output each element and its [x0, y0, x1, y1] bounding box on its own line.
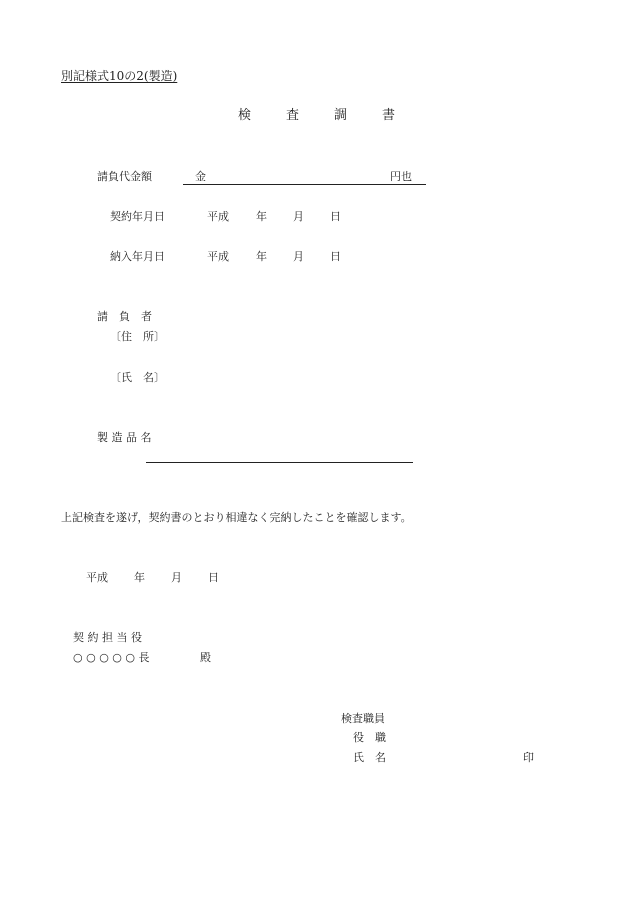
delivery-date-year: 年 — [256, 250, 267, 263]
title-char-2: 査 — [286, 108, 300, 123]
title-char-3: 調 — [334, 108, 348, 123]
confirm-date-month: 月 — [171, 571, 182, 584]
contract-amount-prefix: 金 — [195, 170, 206, 183]
contractor-address-label: 〔住 所〕 — [110, 330, 165, 343]
delivery-date-label: 納入年月日 — [110, 250, 165, 263]
title-char-1: 検 — [238, 108, 252, 123]
addressee-honorific: 殿 — [200, 651, 211, 664]
contract-amount-suffix: 円也 — [390, 170, 412, 183]
title-char-4: 書 — [382, 108, 396, 123]
confirm-date-year: 年 — [134, 571, 145, 584]
inspector-label: 検査職員 — [341, 712, 385, 725]
contractor-name-label: 〔氏 名〕 — [110, 371, 165, 384]
form-label: 別記様式10の2(製造) — [61, 69, 178, 83]
contract-date-label: 契約年月日 — [110, 210, 165, 223]
contract-amount-underline — [183, 184, 426, 185]
contract-amount-label: 請負代金額 — [97, 170, 152, 183]
confirm-date-day: 日 — [208, 571, 219, 584]
contract-date-era: 平成 — [207, 210, 229, 223]
delivery-date-day: 日 — [330, 250, 341, 263]
addressee-role: 契 約 担 当 役 — [73, 631, 142, 644]
product-label: 製 造 品 名 — [97, 431, 152, 444]
confirmation-statement: 上記検査を遂げ，契約書のとおり相違なく完納したことを確認します。 — [61, 511, 412, 524]
addressee-name: ○ ○ ○ ○ ○ 長 — [73, 651, 150, 664]
confirm-date-era: 平成 — [86, 571, 108, 584]
product-name-underline — [146, 462, 413, 463]
inspector-position-label: 役 職 — [353, 731, 386, 744]
inspector-name-label: 氏 名 — [353, 751, 386, 764]
seal-mark: 印 — [523, 751, 534, 764]
contract-date-day: 日 — [330, 210, 341, 223]
contractor-label: 請 負 者 — [97, 310, 152, 323]
delivery-date-era: 平成 — [207, 250, 229, 263]
contract-date-month: 月 — [293, 210, 304, 223]
contract-date-year: 年 — [256, 210, 267, 223]
delivery-date-month: 月 — [293, 250, 304, 263]
